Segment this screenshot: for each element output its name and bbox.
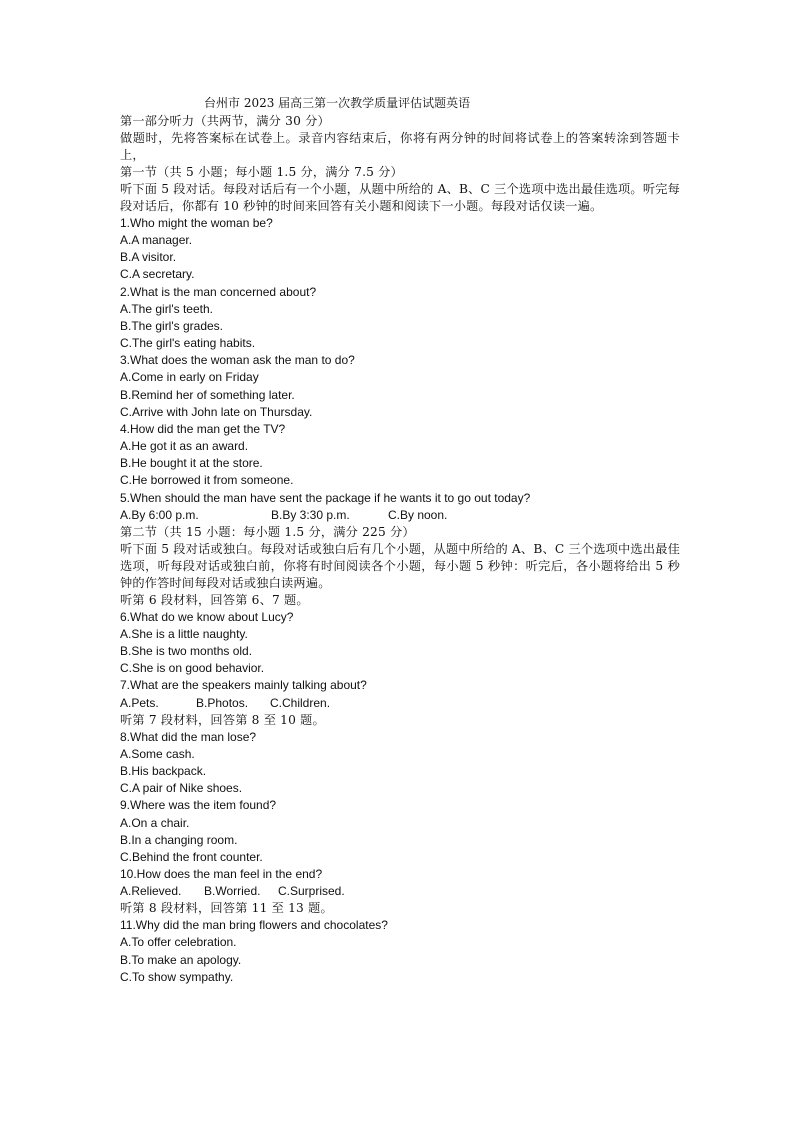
- question-5: 5.When should the man have sent the package if he wants it to go out today?: [120, 490, 531, 505]
- option-5c: C.By noon.: [388, 507, 448, 522]
- option-7b: B.Photos.: [196, 695, 249, 710]
- option-11a: A.To offer celebration.: [120, 935, 237, 950]
- option-8a: A.Some cash.: [120, 746, 195, 761]
- question-4: 4.How did the man get the TV?: [120, 421, 286, 436]
- option-7a: A.Pets.: [120, 695, 159, 710]
- option-6b: B.She is two months old.: [120, 644, 253, 659]
- question-6: 6.What do we know about Lucy?: [120, 609, 294, 624]
- option-5b: B.By 3:30 p.m.: [271, 507, 350, 522]
- option-11b: B.To make an apology.: [120, 952, 242, 967]
- option-9b: B.In a changing room.: [120, 832, 238, 847]
- option-4b: B.He bought it at the store.: [120, 456, 263, 471]
- option-7c: C.Children.: [270, 695, 331, 710]
- question-1: 1.Who might the woman be?: [120, 216, 273, 230]
- exam-page: [120, 96, 680, 986]
- option-3c: C.Arrive with John late on Thursday.: [120, 404, 313, 419]
- section2-instructions: 听下面 5 段对话或独白。每段对话或独白后有几个小题，从题中所给的 A、B、C 三个选项中选出最佳选项，听每段对话或独白前，你将有时间阅读各个小题，每小题 5 秒钟：听完后，各小题将给出 5 秒钟的作答时间每段对话或独白读两遍。: [120, 541, 680, 590]
- option-9c: C.Behind the front counter.: [120, 849, 263, 864]
- option-1c: C.A secretary.: [120, 267, 195, 282]
- question-10: 10.How does the man feel in the end?: [120, 867, 323, 881]
- question-7: 7.What are the speakers mainly talking about?: [120, 678, 367, 693]
- options-10: [120, 883, 680, 900]
- material-7-instruction: 听第 7 段材料，回答第 8 至 10 题。: [120, 712, 325, 727]
- question-11: 11.Why did the man bring flowers and chocolates?: [120, 918, 388, 933]
- option-6a: A.She is a little naughty.: [120, 626, 248, 641]
- option-1a: A.A manager.: [120, 233, 193, 248]
- part1-heading: 第一部分听力（共两节，满分 30 分）: [120, 114, 330, 128]
- options-7: [120, 695, 680, 712]
- question-8: 8.What did the man lose?: [120, 729, 257, 744]
- option-6c: C.She is on good behavior.: [120, 661, 265, 676]
- option-10b: B.Worried.: [204, 884, 261, 899]
- option-4c: C.He borrowed it from someone.: [120, 473, 294, 488]
- option-5a: A.By 6:00 p.m.: [120, 507, 199, 522]
- option-8b: B.His backpack.: [120, 764, 207, 779]
- section1-heading: 第一节（共 5 小题；每小题 1.5 分，满分 7.5 分）: [120, 165, 403, 179]
- material-8-instruction: 听第 8 段材料，回答第 11 至 13 题。: [120, 901, 333, 916]
- option-2a: A.The girl's teeth.: [120, 301, 213, 316]
- question-9: 9.Where was the item found?: [120, 798, 277, 813]
- option-8c: C.A pair of Nike shoes.: [120, 781, 243, 796]
- question-2: 2.What is the man concerned about?: [120, 284, 317, 299]
- option-11c: C.To show sympathy.: [120, 969, 234, 984]
- option-3a: A.Come in early on Friday: [120, 370, 259, 385]
- option-10c: C.Surprised.: [278, 884, 345, 899]
- option-2b: B.The girl's grades.: [120, 318, 224, 333]
- section2-heading: 第二节（共 15 小题：每小题 1.5 分，满分 225 分）: [120, 524, 415, 539]
- option-4a: A.He got it as an award.: [120, 439, 249, 454]
- part1-instructions: 做题时，先将答案标在试卷上。录音内容结束后，你将有两分钟的时间将试卷上的答案转涂到答题卡上，: [120, 131, 680, 162]
- section1-instructions: 听下面 5 段对话。每段对话后有一个小题，从题中所给的 A、B、C 三个选项中选出最佳选项。听完每段对话后，你都有 10 秒钟的时间来回答有关小题和阅读下一小题。每段对话仅读一遍。: [120, 182, 680, 213]
- material-6-instruction: 听第 6 段材料，回答第 6、7 题。: [120, 592, 309, 607]
- option-2c: C.The girl's eating habits.: [120, 336, 256, 351]
- option-10a: A.Relieved.: [120, 884, 182, 899]
- option-1b: B.A visitor.: [120, 250, 177, 265]
- question-3: 3.What does the woman ask the man to do?: [120, 353, 355, 368]
- options-5: [120, 507, 680, 524]
- option-3b: B.Remind her of something later.: [120, 387, 295, 402]
- option-9a: A.On a chair.: [120, 815, 190, 830]
- exam-title: 台州市 2023 届高三第一次教学质量评估试题英语: [204, 96, 471, 110]
